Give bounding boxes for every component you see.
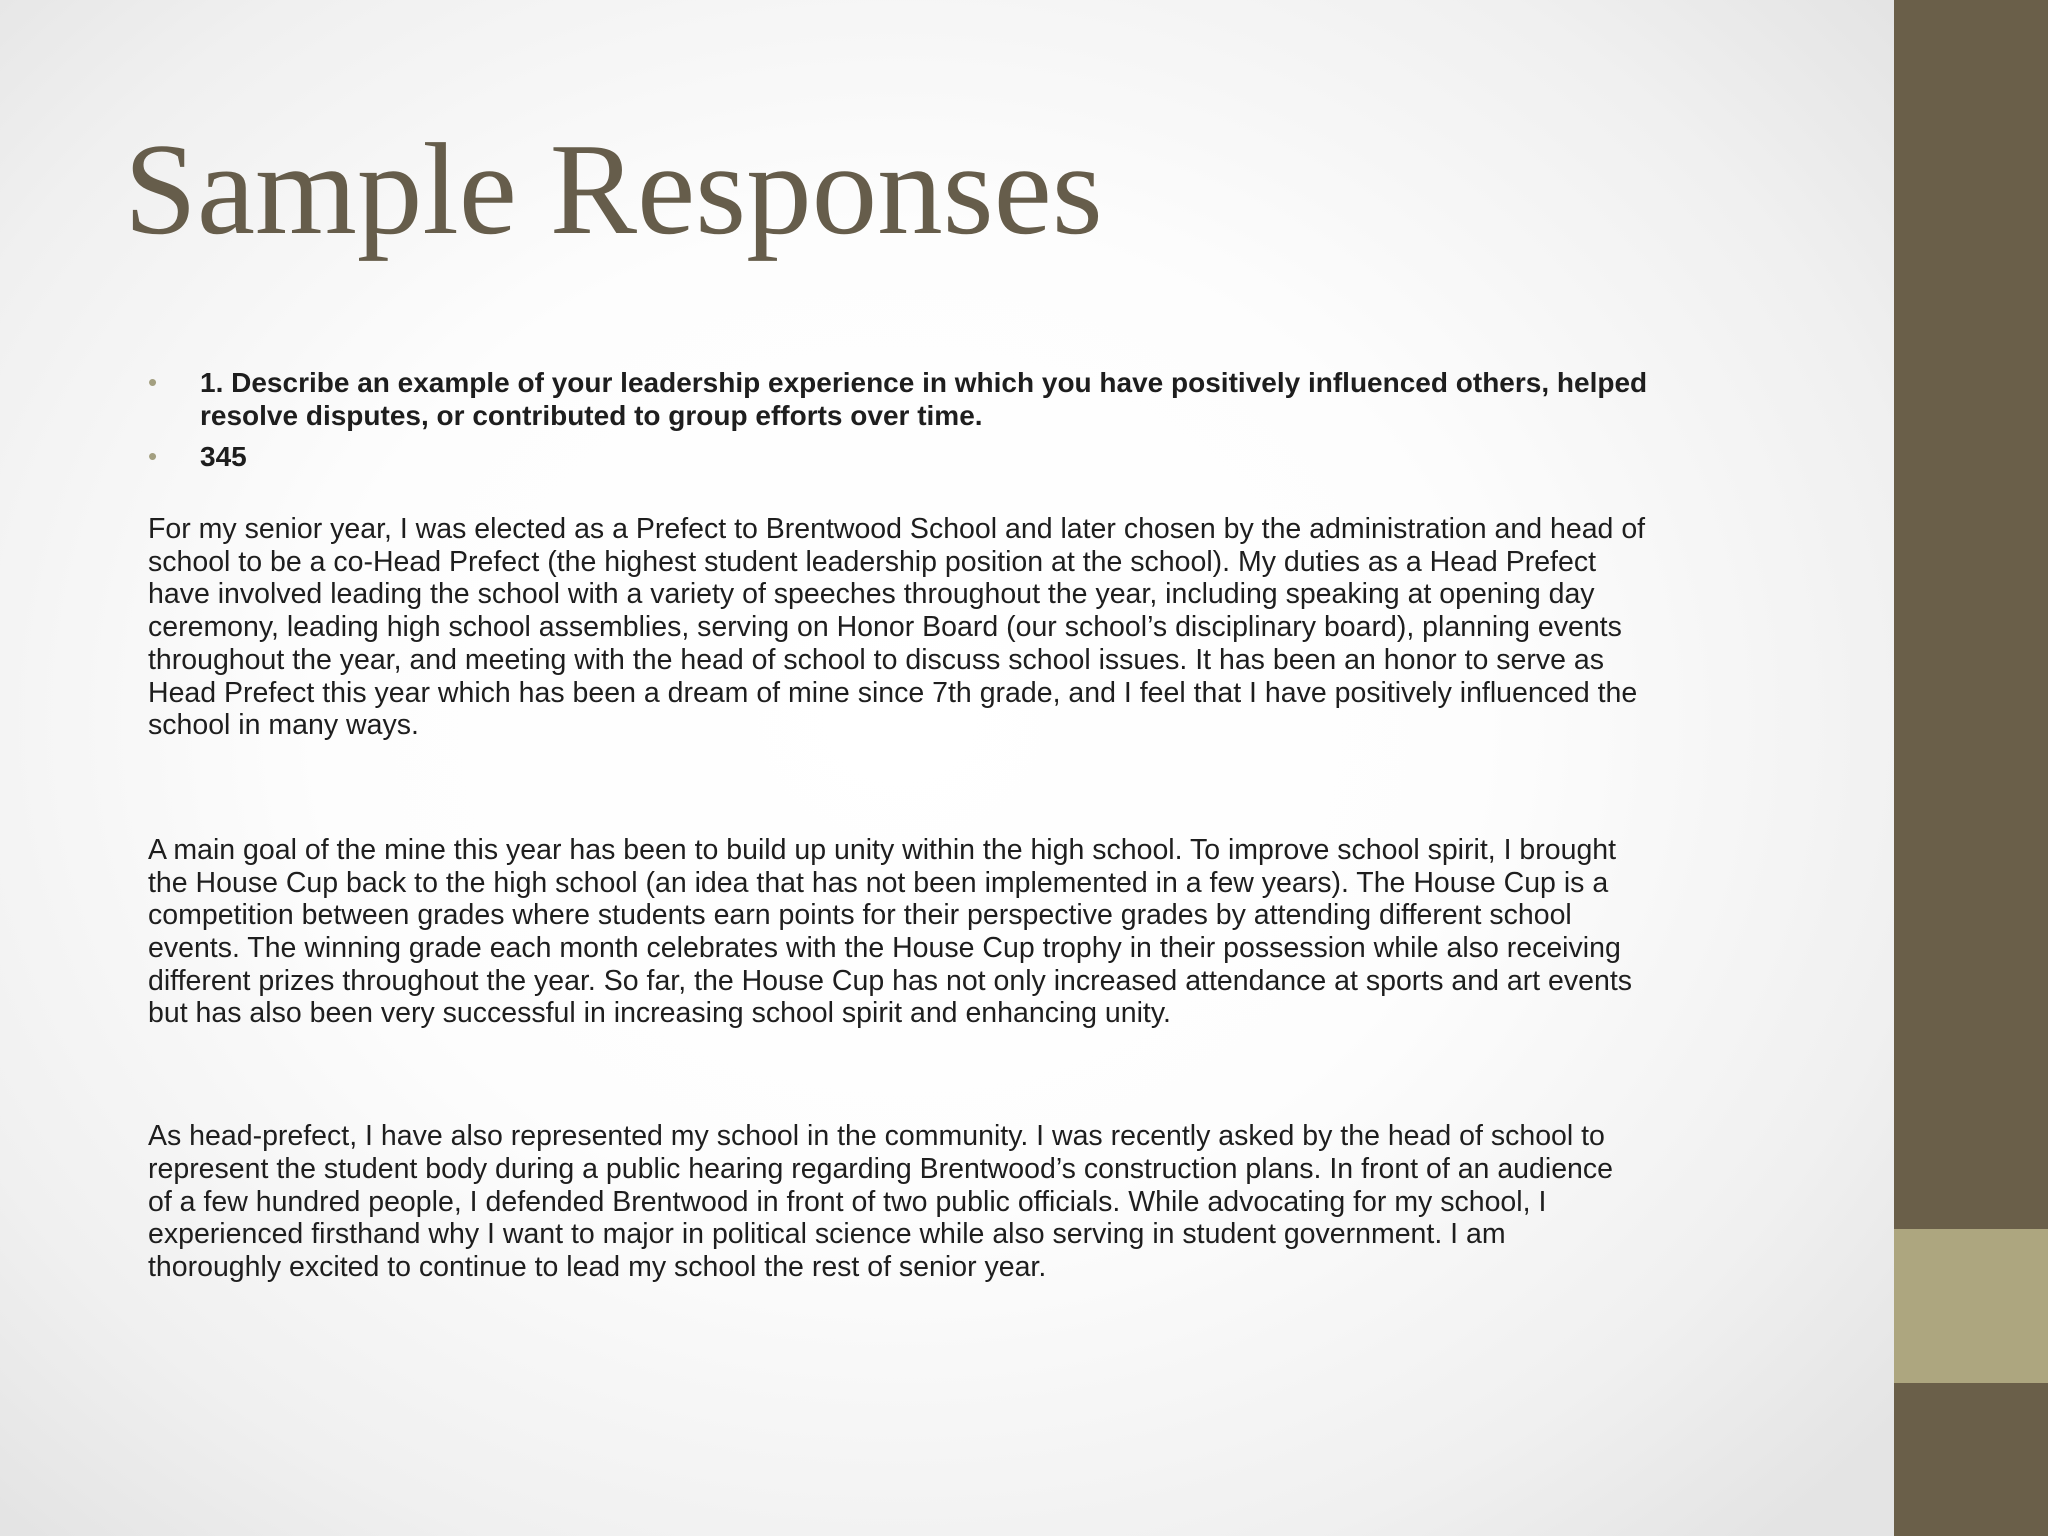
bullet-dot-icon: •	[148, 441, 158, 471]
bullet-text-question: 1. Describe an example of your leadership experience in which you have positively influenced others, helped resolve disputes, or contributed to group efforts over time.	[200, 367, 1648, 431]
slide-title: Sample Responses	[124, 117, 1103, 262]
response-paragraph-3: As head-prefect, I have also represented my school in the community. I was recently asked by the head of school to represent the student body during a public hearing regarding Brentwood’s construction plans. In front of an audience of a few hundred people, I defended Brentwood in front of two public officials. While advocating for my school, I experienced firsthand why I want to major in political science while also serving in student government. I am thoroughly excited to continue to lead my school the rest of senior year.	[148, 1120, 1614, 1283]
bullet-list	[148, 366, 1788, 473]
response-paragraph-2: A main goal of the mine this year has been to build up unity within the high school. To improve school spirit, I brought the House Cup back to the high school (an idea that has not been implemented in a few years). The House Cup is a competition between grades where students earn points for their perspective grades by attending different school events. The winning grade each month celebrates with the House Cup trophy in their possession while also receiving different prizes throughout the year. So far, the House Cup has not only increased attendance at sports and art events but has also been very successful in increasing school spirit and enhancing unity.	[148, 833, 1632, 1030]
bullet-item-question	[148, 366, 1788, 432]
bullet-item-word-count	[148, 440, 1788, 473]
bullet-text-word-count: 345	[200, 441, 247, 472]
slide-body	[148, 366, 1788, 1284]
sidebar-accent-block	[1894, 1229, 2048, 1383]
response-paragraph-1: For my senior year, I was elected as a Prefect to Brentwood School and later chosen by the administration and head of school to be a co-Head Prefect (the highest student leadership position at the school). My duties as a Head Prefect have involved leading the school with a variety of speeches throughout the year, including speaking at opening day ceremony, leading high school assemblies, serving on Honor Board (our school’s disciplinary board), planning events throughout the year, and meeting with the head of school to discuss school issues. It has been an honor to serve as Head Prefect this year which has been a dream of mine since 7th grade, and I feel that I have positively influenced the school in many ways.	[148, 513, 1646, 742]
bullet-dot-icon: •	[148, 367, 158, 397]
